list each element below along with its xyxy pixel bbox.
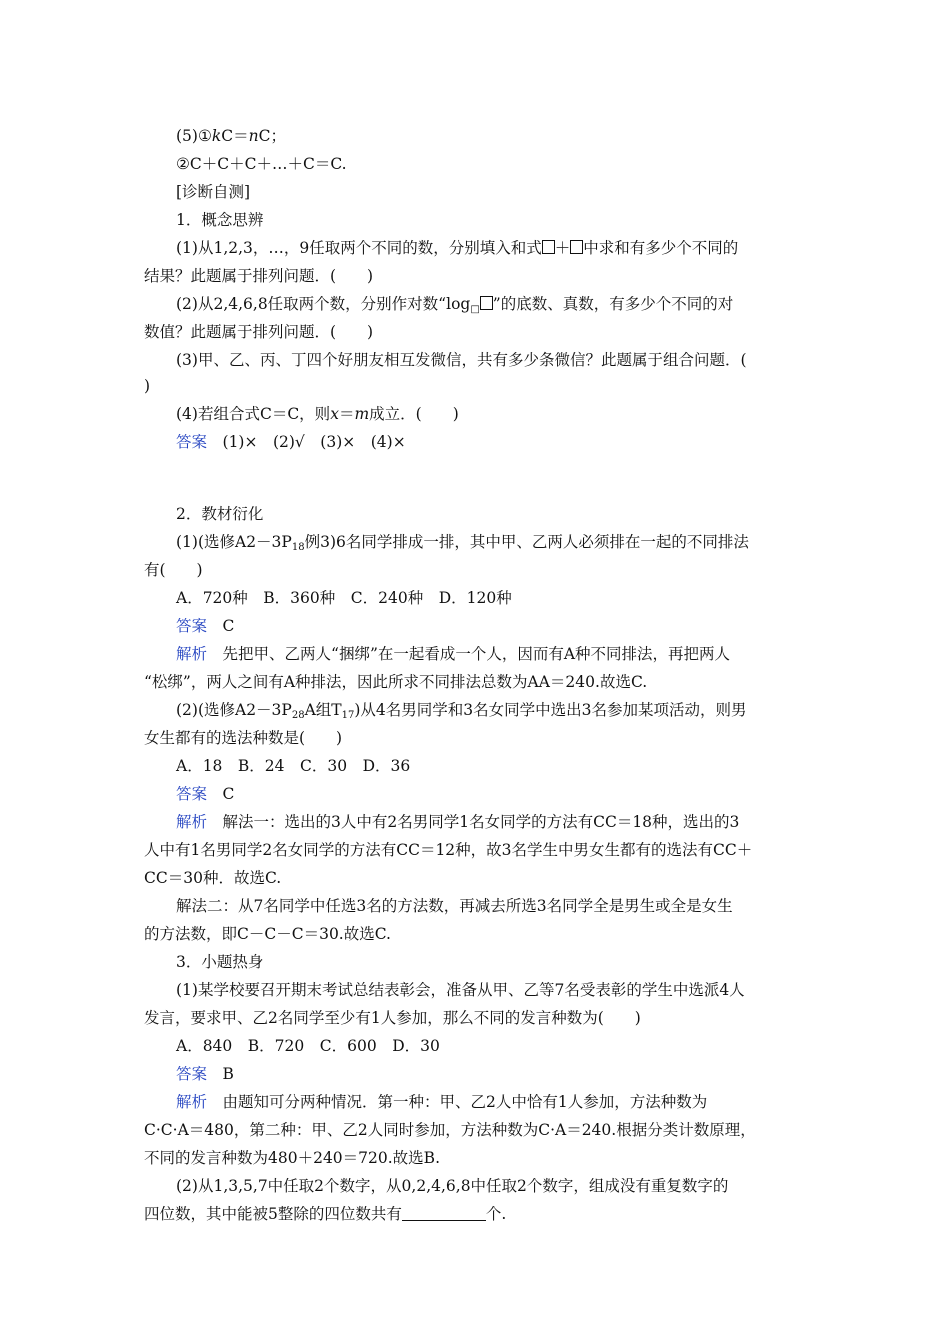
question-3-line1: (3)甲、乙、丙、丁四个好朋友相互发微信，共有多少条微信？此题属于组合问题．( [176, 351, 747, 369]
textbook-q2-analysis-line3: CC＝30种．故选C. [144, 869, 282, 887]
analysis-label: 解析 [176, 813, 208, 831]
question-1-line2: 结果？此题属于排列问题．( ) [144, 267, 374, 285]
answer-label: 答案 [176, 785, 208, 803]
textbook-q1-analysis-line2: “松绑”，两人之间有A种排法，因此所求不同排法总数为AA＝240.故选C. [144, 673, 648, 691]
answer-label: 答案 [176, 433, 208, 451]
question-1-line1: (1)从1,2,3，…，9任取两个不同的数，分别填入和式 ＋ 中求和有多少个不同的 [176, 239, 739, 257]
heading-warmup: 3．小题热身 [176, 953, 264, 971]
textbook-q2-method2-line1: 解法二：从7名同学中任选3名的方法数，再减去所选3名同学全是男生或全是女生 [176, 897, 733, 915]
blank-box-icon [570, 240, 583, 254]
question-2-line2: 数值？此题属于排列问题．( ) [144, 323, 374, 341]
textbook-q1-analysis-line1: 解析 先把甲、乙两人“捆绑”在一起看成一个人，因而有A种不同排法，再把两人 [176, 645, 731, 663]
textbook-q2-line2: 女生都有的选法种数是( ) [144, 729, 343, 747]
section-heading-diagnosis: [诊断自测] [176, 183, 251, 201]
analysis-label: 解析 [176, 1093, 208, 1111]
warmup-q2-line2: 四位数，其中能被5整除的四位数共有 个. [144, 1205, 507, 1223]
question-3-line2: ) [144, 377, 151, 395]
warmup-q1-analysis-line3: 不同的发言种数为480＋240＝720.故选B. [144, 1149, 440, 1167]
heading-concept: 1．概念思辨 [176, 211, 264, 229]
question-4: (4)若组合式C＝C，则x＝m成立．( ) [176, 405, 459, 423]
textbook-q2-line1: (2)(选修$A2-3P_{28}A$组$T_{17}$)从4名男同学和3名女同学中选出3名参加某项活动，则男 [176, 701, 747, 721]
blank-box-icon [542, 240, 555, 254]
answer-label: 答案 [176, 617, 208, 635]
answer-concept: 答案 (1)× (2)√ (3)× (4)× [176, 433, 406, 451]
warmup-q1-analysis-line2: C·C·A＝480，第二种：甲、乙2人同时参加，方法种数为C·A＝240.根据分类计数原理， [144, 1121, 756, 1139]
line-formula-sum: ②C＋C＋C＋…＋C＝C. [176, 155, 347, 173]
warmup-q1-answer: 答案 B [176, 1065, 234, 1083]
textbook-q1-options: A．720种 B．360种 C．240种 D．120种 [176, 589, 512, 607]
question-2-line1: (2)从2,4,6,8任取两个数，分别作对数“$\log_□$ ”的底数、真数，有多少个不同的对 [176, 295, 734, 315]
textbook-q2-method2-line2: 的方法数，即C－C－C＝30.故选C. [144, 925, 391, 943]
warmup-q2-line1: (2)从1,3,5,7中任取2个数字，从0,2,4,6,8中任取2个数字，组成没有重复数字的 [176, 1177, 729, 1195]
textbook-q2-analysis-line1: 解析 解法一：选出的3人中有2名男同学1名女同学的方法有CC＝18种，选出的3 [176, 813, 740, 831]
warmup-q1-analysis-line1: 解析 由题知可分两种情况．第一种：甲、乙2人中恰有1人参加，方法种数为 [176, 1093, 708, 1111]
textbook-q1-line2: 有( ) [144, 561, 203, 579]
textbook-q2-analysis-line2: 人中有1名男同学2名女同学的方法有CC＝12种，故3名学生中男女生都有的选法有CC＋ [144, 841, 753, 859]
answer-blank [402, 1206, 486, 1221]
warmup-q1-line1: (1)某学校要召开期末考试总结表彰会，准备从甲、乙等7名受表彰的学生中选派4人 [176, 981, 745, 999]
textbook-q1-line1: (1)(选修$A2-3P_{18}$例3)6名同学排成一排，其中甲、乙两人必须排在一起的不同排法 [176, 533, 749, 553]
answer-label: 答案 [176, 1065, 208, 1083]
blank-box-icon [480, 296, 493, 310]
warmup-q1-options: A．840 B．720 C．600 D．30 [176, 1037, 440, 1055]
analysis-label: 解析 [176, 645, 208, 663]
heading-textbook: 2．教材衍化 [176, 505, 264, 523]
warmup-q1-line2: 发言，要求甲、乙2名同学至少有1人参加，那么不同的发言种数为( ) [144, 1009, 641, 1027]
textbook-q2-answer: 答案 C [176, 785, 235, 803]
line-formula-5: (5)①kC＝nC； [176, 127, 286, 145]
textbook-q1-answer: 答案 C [176, 617, 235, 635]
textbook-q2-options: A．18 B．24 C．30 D．36 [176, 757, 411, 775]
